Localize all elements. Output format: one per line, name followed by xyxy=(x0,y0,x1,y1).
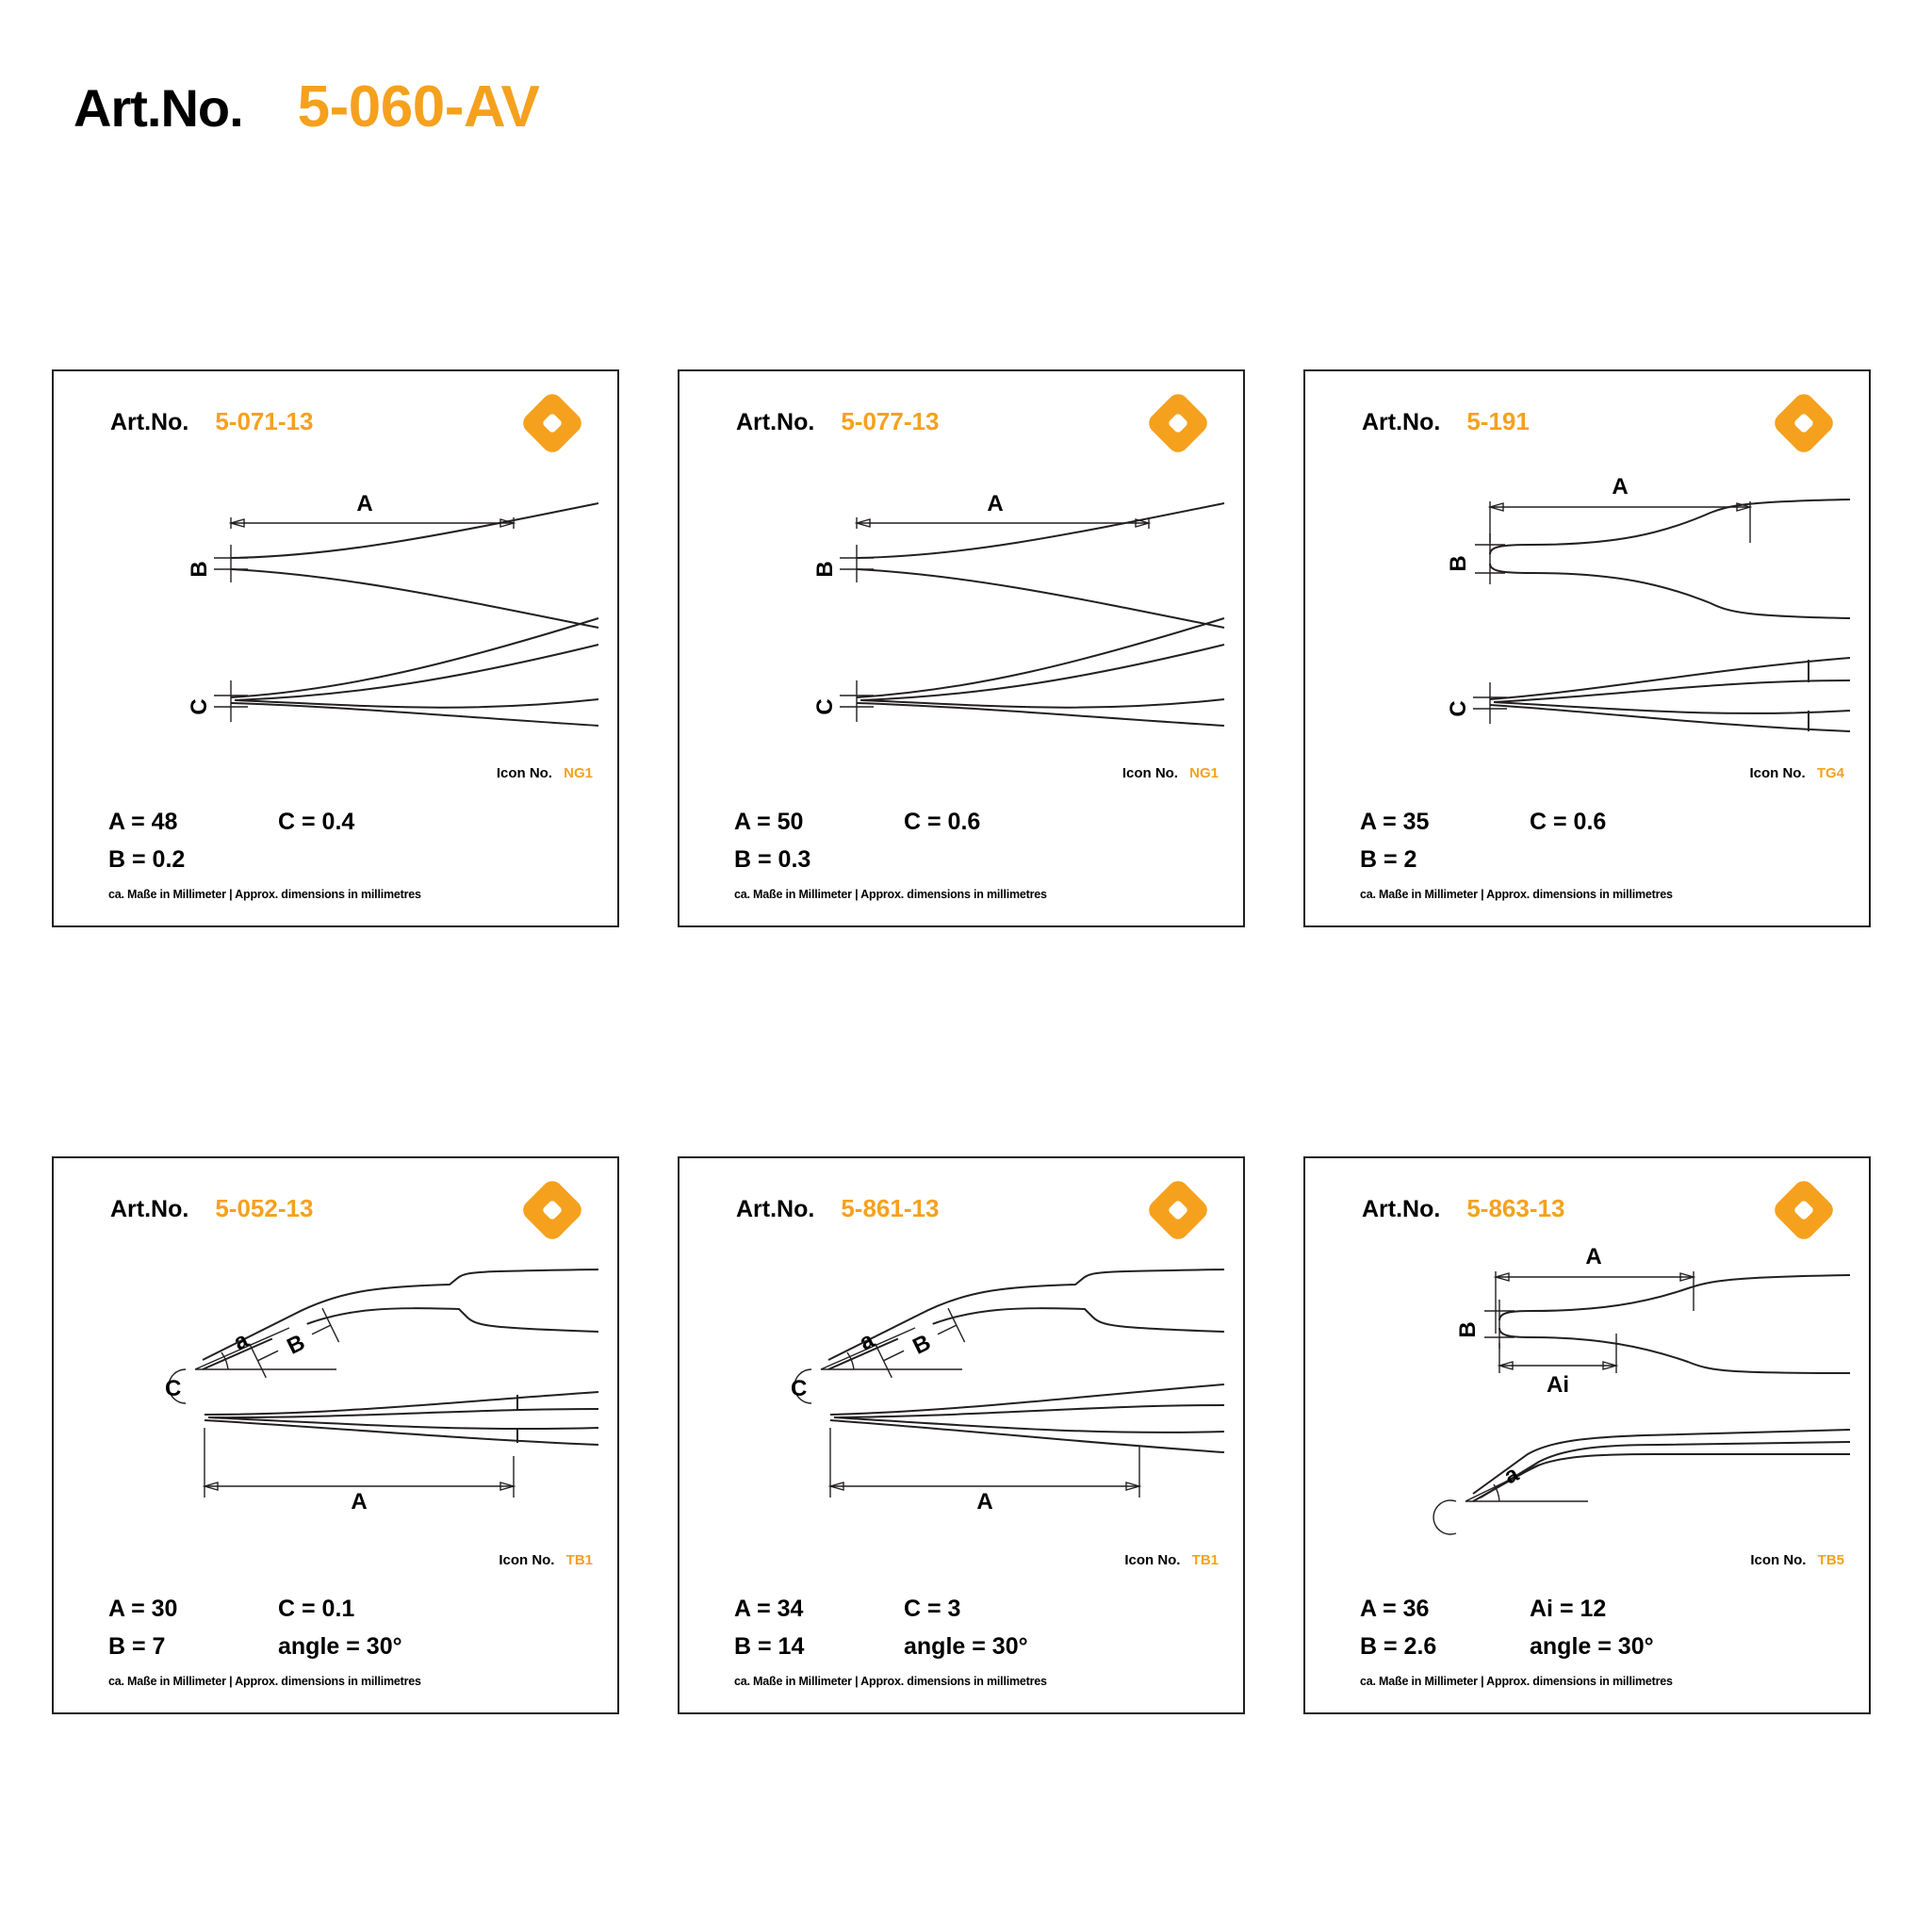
spec-ai: Ai = 12 xyxy=(1530,1596,1607,1622)
spec-row xyxy=(734,1628,1205,1665)
dim-c-label: C xyxy=(791,1376,808,1401)
spec-a: A = 30 xyxy=(108,1596,178,1622)
angle-label: a xyxy=(1499,1461,1523,1490)
dim-a-label: A xyxy=(1612,474,1629,499)
icon-no-value: TB5 xyxy=(1817,1552,1844,1568)
icon-no-value: NG1 xyxy=(1189,765,1219,781)
card-header xyxy=(1362,407,1530,436)
card-artno-label: Art.No. xyxy=(736,409,815,435)
spec-b: B = 14 xyxy=(734,1633,805,1660)
icon-no-label: Icon No. xyxy=(1124,1552,1181,1568)
icon-no-label: Icon No. xyxy=(1122,765,1178,781)
angle-label: a xyxy=(229,1327,253,1356)
spec-list xyxy=(108,1590,580,1665)
dim-b-label: B xyxy=(283,1329,309,1360)
spec-angle: angle = 30° xyxy=(904,1633,1028,1660)
spec-row xyxy=(1360,1628,1831,1665)
product-card[interactable] xyxy=(52,1156,619,1714)
card-artno-value: 5-077-13 xyxy=(841,407,940,435)
spec-c: C = 0.6 xyxy=(904,809,981,835)
spec-row xyxy=(734,1590,1205,1628)
page-header xyxy=(74,74,539,140)
tweezer-diagram xyxy=(54,443,621,754)
card-header xyxy=(1362,1194,1564,1223)
tweezer-diagram xyxy=(1305,1230,1873,1541)
dim-b-label: B xyxy=(812,561,838,578)
spec-c: C = 0.4 xyxy=(278,809,355,835)
angle-label: a xyxy=(855,1327,878,1356)
spec-a: A = 50 xyxy=(734,809,804,835)
tweezer-diagram xyxy=(1305,443,1873,754)
icon-no-label: Icon No. xyxy=(1749,765,1806,781)
spec-c: C = 3 xyxy=(904,1596,961,1622)
dim-b-label: B xyxy=(909,1329,935,1360)
icon-no xyxy=(1749,765,1844,781)
spec-row xyxy=(1360,1590,1831,1628)
spec-list xyxy=(108,803,580,878)
card-artno-value: 5-052-13 xyxy=(215,1194,314,1222)
dim-a-label: A xyxy=(987,491,1004,516)
spec-a: A = 48 xyxy=(108,809,178,835)
dim-a-label: A xyxy=(351,1489,368,1514)
card-header xyxy=(110,1194,313,1223)
card-artno-label: Art.No. xyxy=(736,1196,815,1222)
dim-ai-label: Ai xyxy=(1547,1372,1569,1398)
footnote: ca. Maße in Millimeter | Approx. dimensions in millimetres xyxy=(734,888,1047,901)
spec-list xyxy=(734,1590,1205,1665)
footnote: ca. Maße in Millimeter | Approx. dimensions in millimetres xyxy=(108,888,421,901)
product-card-grid xyxy=(52,369,1880,1714)
icon-no-label: Icon No. xyxy=(499,1552,555,1568)
dim-c-label: C xyxy=(812,698,838,715)
card-artno-label: Art.No. xyxy=(110,409,189,435)
spec-row xyxy=(1360,803,1831,841)
spec-list xyxy=(734,803,1205,878)
dim-a-label: A xyxy=(356,491,373,516)
card-artno-value: 5-861-13 xyxy=(841,1194,940,1222)
spec-a: A = 35 xyxy=(1360,809,1430,835)
footnote: ca. Maße in Millimeter | Approx. dimensions in millimetres xyxy=(1360,1675,1673,1688)
spec-b: B = 2.6 xyxy=(1360,1633,1437,1660)
icon-no xyxy=(497,765,593,781)
spec-list xyxy=(1360,803,1831,878)
spec-angle: angle = 30° xyxy=(1530,1633,1654,1660)
spec-c: C = 0.1 xyxy=(278,1596,355,1622)
icon-no-value: NG1 xyxy=(564,765,593,781)
dim-c-label: C xyxy=(165,1376,182,1401)
icon-no xyxy=(499,1552,593,1568)
spec-row xyxy=(734,841,1205,878)
card-artno-label: Art.No. xyxy=(1362,1196,1441,1222)
spec-b: B = 0.2 xyxy=(108,846,186,873)
card-header xyxy=(110,407,313,436)
spec-row xyxy=(734,803,1205,841)
footnote: ca. Maße in Millimeter | Approx. dimensions in millimetres xyxy=(1360,888,1673,901)
spec-row xyxy=(108,841,580,878)
icon-no-value: TB1 xyxy=(565,1552,593,1568)
icon-no xyxy=(1750,1552,1844,1568)
tweezer-diagram xyxy=(54,1230,621,1541)
card-artno-label: Art.No. xyxy=(110,1196,189,1222)
spec-b: B = 0.3 xyxy=(734,846,811,873)
card-artno-value: 5-863-13 xyxy=(1466,1194,1565,1222)
spec-a: A = 34 xyxy=(734,1596,804,1622)
spec-row xyxy=(108,1590,580,1628)
card-artno-value: 5-191 xyxy=(1466,407,1530,435)
product-card[interactable] xyxy=(52,369,619,927)
spec-row xyxy=(108,803,580,841)
icon-no-value: TG4 xyxy=(1816,765,1844,781)
footnote: ca. Maße in Millimeter | Approx. dimensions in millimetres xyxy=(108,1675,421,1688)
dim-b-label: B xyxy=(1455,1321,1481,1338)
product-card[interactable] xyxy=(678,1156,1245,1714)
icon-no-label: Icon No. xyxy=(1750,1552,1807,1568)
product-card[interactable] xyxy=(678,369,1245,927)
product-card[interactable] xyxy=(1303,369,1871,927)
dim-a-label: A xyxy=(976,1489,993,1514)
dim-a-label: A xyxy=(1585,1244,1602,1269)
tweezer-diagram xyxy=(679,443,1247,754)
product-card[interactable] xyxy=(1303,1156,1871,1714)
icon-no xyxy=(1124,1552,1219,1568)
dim-b-label: B xyxy=(1446,555,1471,572)
spec-b: B = 2 xyxy=(1360,846,1417,873)
dim-b-label: B xyxy=(187,561,212,578)
spec-a: A = 36 xyxy=(1360,1596,1430,1622)
spec-angle: angle = 30° xyxy=(278,1633,402,1660)
spec-b: B = 7 xyxy=(108,1633,166,1660)
tweezer-diagram xyxy=(679,1230,1247,1541)
card-header xyxy=(736,1194,939,1223)
spec-list xyxy=(1360,1590,1831,1665)
card-header xyxy=(736,407,939,436)
icon-no-value: TB1 xyxy=(1191,1552,1219,1568)
footnote: ca. Maße in Millimeter | Approx. dimensions in millimetres xyxy=(734,1675,1047,1688)
icon-no-label: Icon No. xyxy=(496,765,552,781)
spec-row xyxy=(108,1628,580,1665)
card-artno-label: Art.No. xyxy=(1362,409,1441,435)
icon-no xyxy=(1122,765,1219,781)
dim-c-label: C xyxy=(187,698,212,715)
page-title-artno: 5-060-AV xyxy=(297,74,540,139)
dim-c-label: C xyxy=(1446,700,1471,717)
spec-row xyxy=(1360,841,1831,878)
page-title-label: Art.No. xyxy=(74,78,243,138)
spec-c: C = 0.6 xyxy=(1530,809,1607,835)
card-artno-value: 5-071-13 xyxy=(215,407,314,435)
